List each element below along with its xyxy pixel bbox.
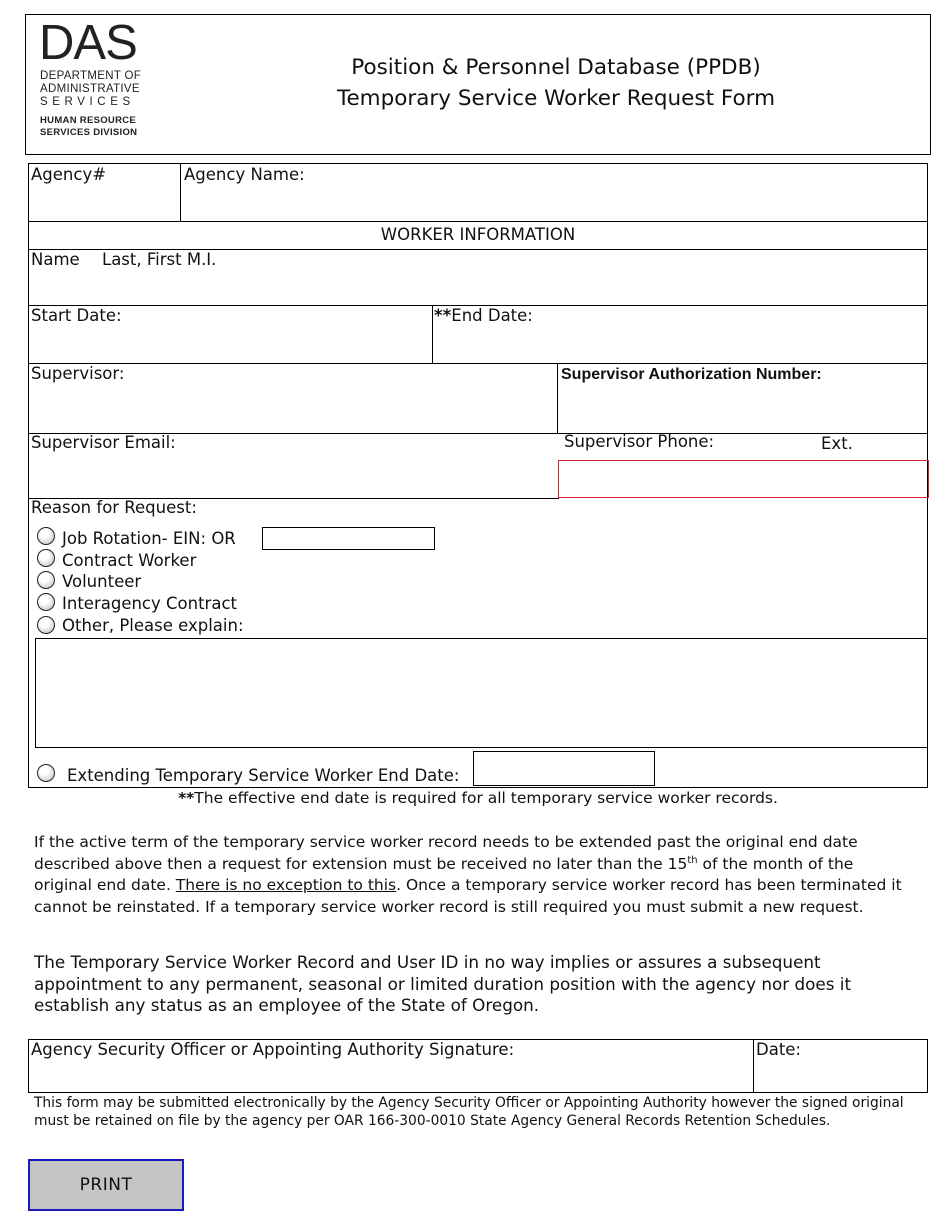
logo-line-2: ADMINISTRATIVE [40, 83, 140, 95]
logo-line-3: SERVICES [40, 96, 135, 108]
phone-ext-label: Ext. [821, 434, 853, 453]
other-explanation-textarea[interactable] [35, 638, 928, 748]
extending-end-date-radio[interactable] [37, 764, 55, 782]
para1-text: . Once a temporary service worker record has been terminated it cannot be reinstated. If a temporary service worker record is still required you must submit a new request. [34, 876, 902, 916]
divider [28, 221, 928, 222]
extending-end-date-label: Extending Temporary Service Worker End Date: [67, 766, 460, 785]
no-exception-text: There is no exception to this [175, 876, 397, 894]
extending-end-date-input[interactable] [473, 751, 655, 786]
logo-line-5: SERVICES DIVISION [40, 127, 138, 138]
end-date-required-note [28, 790, 928, 808]
end-date-label-text: End Date: [451, 306, 533, 325]
das-logo [39, 16, 169, 145]
required-asterisks: ** [434, 306, 452, 325]
extension-policy-paragraph [34, 832, 914, 918]
start-date-label: Start Date: [31, 306, 122, 325]
agency-number-label: Agency# [31, 165, 107, 184]
contract-worker-label: Contract Worker [62, 551, 197, 570]
other-radio[interactable] [37, 616, 55, 634]
supervisor-auth-number-label: Supervisor Authorization Number: [561, 366, 822, 383]
logo-line-1: DEPARTMENT OF [40, 70, 142, 82]
submission-footer-note: This form may be submitted electronically by the Agency Security Officer or Appointing Authority however the signed original must be retained on file by the agency per OAR 166-300-0010 State Agency General Records Retention Schedules. [34, 1095, 904, 1129]
no-implied-appointment-paragraph: The Temporary Service Worker Record and User ID in no way implies or assures a subsequent appointment to any permanent, seasonal or limited duration position with the agency nor does it establish any status as an employee of the State of Oregon. [34, 952, 852, 1015]
para1-superscript: th [687, 854, 698, 866]
print-button[interactable] [28, 1159, 184, 1211]
note-text: The effective end date is required for all temporary service worker records. [194, 789, 778, 807]
supervisor-phone-label: Supervisor Phone: [564, 432, 715, 451]
logo-mark: DAS [39, 16, 137, 70]
end-date-label [434, 307, 533, 326]
header-box [25, 14, 931, 155]
interagency-contract-label: Interagency Contract [62, 594, 237, 613]
name-label: Name [31, 250, 80, 269]
job-rotation-radio[interactable] [37, 527, 55, 545]
volunteer-radio[interactable] [37, 571, 55, 589]
name-format-hint: Last, First M.I. [102, 250, 217, 269]
supervisor-phone-field[interactable] [558, 460, 929, 498]
worker-information-heading: WORKER INFORMATION [380, 225, 576, 244]
supervisor-label: Supervisor: [31, 364, 125, 383]
ein-input[interactable] [262, 527, 435, 550]
form-title-line-2: Temporary Service Worker Request Form [336, 86, 776, 111]
form-title-line-1: Position & Personnel Database (PPDB) [351, 55, 761, 80]
reason-label: Reason for Request: [31, 498, 197, 517]
interagency-contract-radio[interactable] [37, 593, 55, 611]
volunteer-label: Volunteer [62, 572, 142, 591]
print-button-label: PRINT [79, 1175, 133, 1195]
other-label: Other, Please explain: [62, 616, 244, 635]
note-asterisks: ** [178, 789, 195, 807]
logo-line-4: HUMAN RESOURCE [40, 115, 137, 126]
contract-worker-radio[interactable] [37, 549, 55, 567]
job-rotation-label: Job Rotation- EIN: OR [62, 529, 236, 548]
para1-text: If the active term of the temporary service worker record needs to be extended past the original end date described above then a request for extension must be received no later than the 15 [34, 833, 858, 873]
agency-name-label: Agency Name: [184, 165, 305, 184]
para1-text: of the month of the original end date. [34, 854, 854, 894]
signature-date-label: Date: [756, 1040, 801, 1059]
supervisor-email-label: Supervisor Email: [31, 433, 176, 452]
signature-label: Agency Security Officer or Appointing Authority Signature: [31, 1040, 515, 1059]
